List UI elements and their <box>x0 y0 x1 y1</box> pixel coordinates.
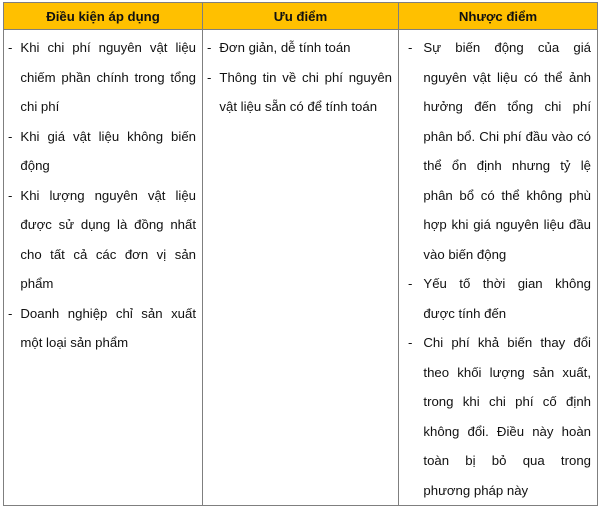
bullet-dash: - <box>408 276 413 291</box>
advantage-item <box>207 33 392 63</box>
bullet-dash: - <box>8 305 13 321</box>
disadvantage-text: Yếu tố thời gian không được tính đến <box>423 276 591 321</box>
conditions-cell <box>4 30 203 506</box>
bullet-dash: - <box>408 335 413 350</box>
bullet-dash: - <box>408 40 413 55</box>
condition-item <box>8 122 196 181</box>
advantage-item <box>207 63 392 122</box>
header-row <box>4 3 598 30</box>
bullet-dash: - <box>207 69 212 85</box>
header-advantages: Ưu điểm <box>203 3 399 30</box>
condition-item <box>8 299 196 358</box>
condition-item <box>8 181 196 299</box>
bullet-dash: - <box>207 40 212 55</box>
condition-item <box>8 33 196 122</box>
content-row <box>4 30 598 506</box>
bullet-dash: - <box>8 128 13 144</box>
disadvantage-text: Chi phí khả biến thay đổi theo khối lượng sản xuất, trong khi chi phí cố định không đổi. Điều này hoàn toàn bị bỏ qua trong phương pháp này <box>423 335 591 498</box>
comparison-table <box>3 2 598 506</box>
condition-text: Khi lượng nguyên vật liệu được sử dụng là đồng nhất cho tất cả các đơn vị sản phẩm <box>20 187 196 291</box>
advantage-text: Thông tin về chi phí nguyên vật liệu sẵn có để tính toán <box>219 69 392 114</box>
header-disadvantages: Nhược điểm <box>399 3 598 30</box>
bullet-dash: - <box>8 187 13 203</box>
disadvantages-cell <box>399 30 598 506</box>
advantage-text: Đơn giản, dễ tính toán <box>219 40 351 55</box>
condition-text: Doanh nghiệp chỉ sản xuất một loại sản phẩm <box>20 305 196 350</box>
disadvantage-item <box>403 269 591 328</box>
header-conditions: Điều kiện áp dụng <box>4 3 203 30</box>
condition-text: Khi chi phí nguyên vật liệu chiếm phần chính trong tổng chi phí <box>20 40 196 114</box>
condition-text: Khi giá vật liệu không biến động <box>20 128 196 173</box>
bullet-dash: - <box>8 40 13 55</box>
disadvantage-text: Sự biến động của giá nguyên vật liệu có thể ảnh hưởng đến tổng chi phí phân bổ. Chi phí đầu vào có thể ổn định nhưng tỷ lệ phân bổ có thể không phù hợp khi giá nguyên liệu đầu vào biến động <box>423 40 591 262</box>
disadvantage-item <box>403 33 591 269</box>
disadvantage-item <box>403 328 591 505</box>
advantages-cell <box>203 30 399 506</box>
